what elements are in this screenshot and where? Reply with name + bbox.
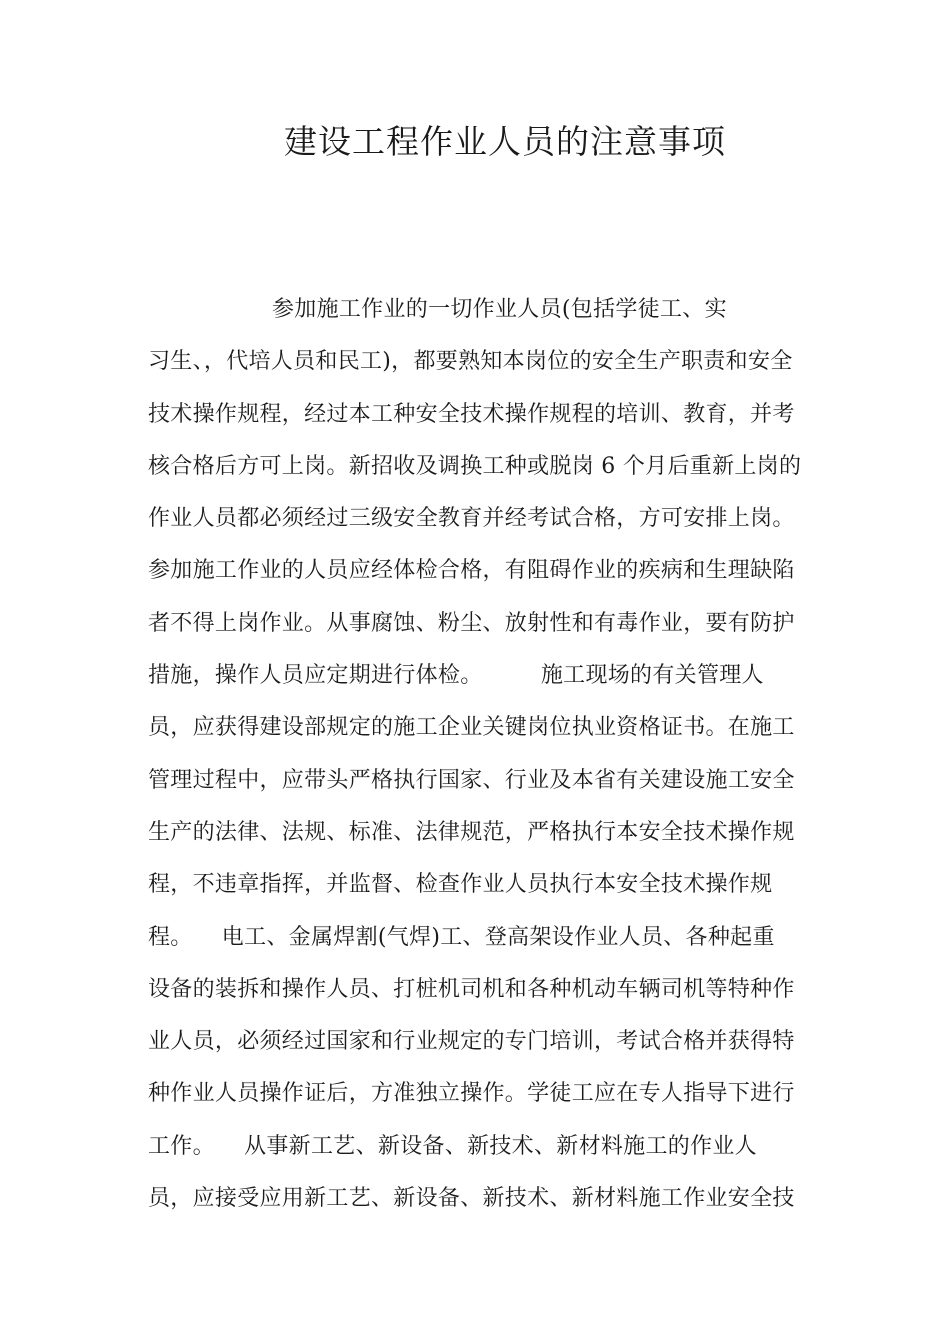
text-line: 参加施工作业的人员应经体检合格，有阻碍作业的疾病和生理缺陷: [148, 558, 795, 584]
text-line: 生产的法律、法规、标准、法律规范，严格执行本安全技术操作规: [148, 819, 795, 845]
text-line: 种作业人员操作证后，方准独立操作。学徒工应在专人指导下进行: [148, 1081, 795, 1107]
text-line: 技术操作规程，经过本工种安全技术操作规程的培训、教育，并考: [148, 401, 795, 427]
text-line: 措施，操作人员应定期进行体检。 施工现场的有关管理人: [148, 663, 764, 689]
text-line: 员，应接受应用新工艺、新设备、新技术、新材料施工作业安全技: [148, 1186, 795, 1212]
text-line: 者不得上岗作业。从事腐蚀、粉尘、放射性和有毒作业，要有防护: [148, 610, 795, 636]
text-line: 核合格后方可上岗。新招收及调换工种或脱岗 6 个月后重新上岗的: [148, 453, 802, 479]
text-line: 作业人员都必须经过三级安全教育并经考试合格，方可安排上岗。: [148, 506, 795, 532]
text-line: 设备的装拆和操作人员、打桩机司机和各种机动车辆司机等特种作: [148, 976, 795, 1002]
text-line: 程，不违章指挥，并监督、检查作业人员执行本安全技术操作规: [148, 872, 773, 898]
document-body: [148, 284, 813, 1225]
text-line: 程。 电工、金属焊割(气焊)工、登高架设作业人员、各种起重: [148, 924, 775, 950]
text-line: 参加施工作业的一切作业人员(包括学徒工、实: [148, 297, 727, 322]
text-line: 工作。 从事新工艺、新设备、新技术、新材料施工的作业人: [148, 1133, 757, 1159]
document-title: 建设工程作业人员的注意事项: [284, 122, 726, 161]
text-line: 业人员，必须经过国家和行业规定的专门培训，考试合格并获得特: [148, 1029, 795, 1055]
text-line: 管理过程中，应带头严格执行国家、行业及本省有关建设施工安全: [148, 767, 795, 793]
text-line: 习生、，代培人员和民工)，都要熟知本岗位的安全生产职责和安全: [148, 349, 793, 375]
text-line: 员，应获得建设部规定的施工企业关键岗位执业资格证书。在施工: [148, 715, 795, 741]
